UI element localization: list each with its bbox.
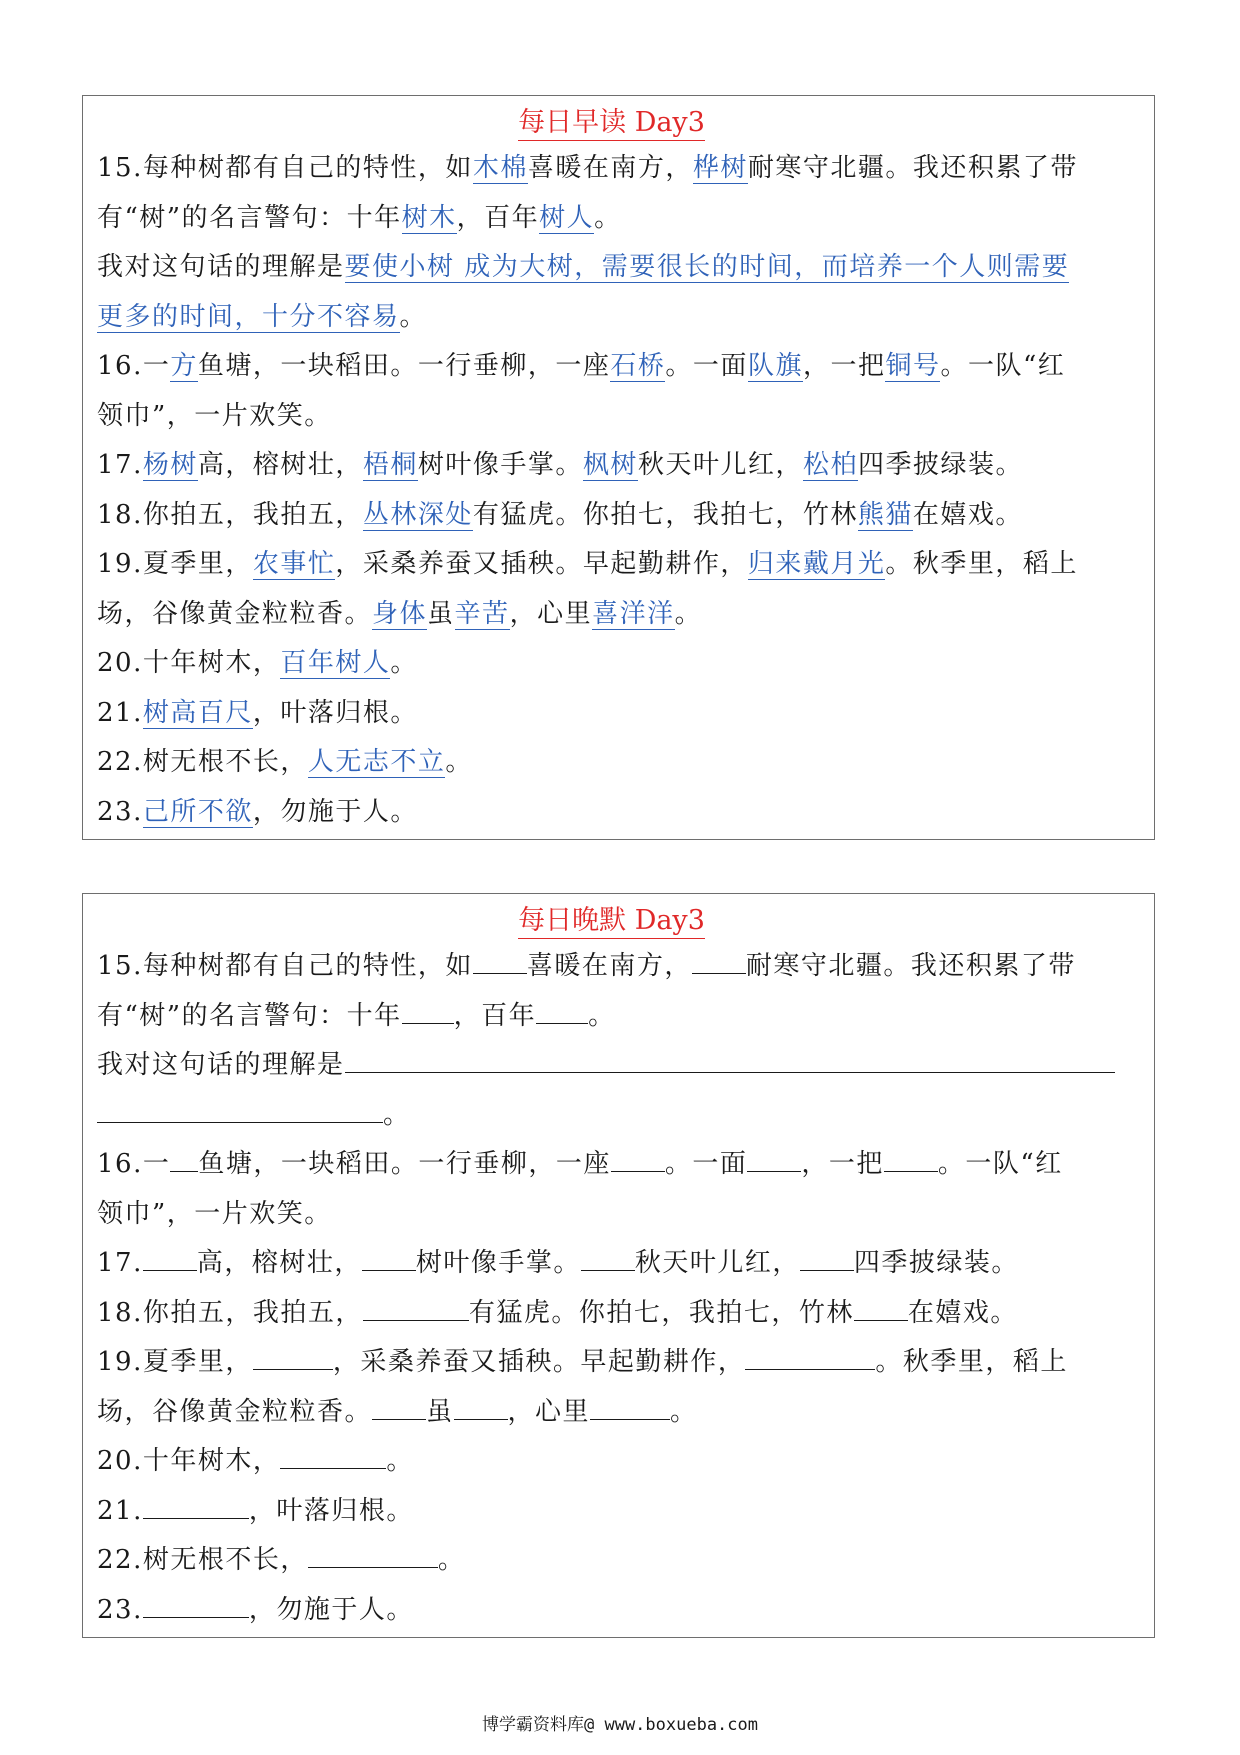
- blank: [97, 1100, 383, 1123]
- blank: [363, 1298, 469, 1321]
- text-segment: 喜暖在南方，: [526, 951, 692, 981]
- text-segment: ，采桑养蚕又插秧。早起勤耕作，: [335, 549, 748, 579]
- text-segment: 19.: [97, 1347, 143, 1377]
- blank: [581, 1248, 635, 1271]
- text-segment: 。一面: [664, 1149, 748, 1179]
- answer: 人无志不立: [307, 747, 446, 777]
- text-segment: 。: [383, 1099, 411, 1130]
- text-segment: 喜暖在南方，: [527, 153, 693, 183]
- answer: 更多的时间，十分不容易: [97, 301, 400, 332]
- text-segment: 耐寒守北疆。我还积累了带: [747, 153, 1078, 183]
- text-segment: ，百年: [456, 202, 540, 233]
- text-segment: 。一队“红: [937, 1149, 1063, 1179]
- answer: 方: [170, 351, 198, 381]
- text-segment: 夏季里，: [142, 1347, 253, 1377]
- text-segment: 秋天叶儿红，: [634, 1248, 800, 1278]
- question-19-line-1: [97, 1338, 1126, 1388]
- question-15-line-1: [97, 144, 1126, 194]
- answer: 石桥: [610, 351, 666, 381]
- text-segment: 21.: [97, 1495, 143, 1526]
- footer-watermark: 博学霸资料库@ www.boxueba.com: [482, 1715, 758, 1735]
- text-segment: 夏季里，: [142, 549, 253, 579]
- question-15-line-4: [97, 1091, 1126, 1141]
- text-segment: ，勿施于人。: [252, 796, 418, 827]
- blank: [747, 1149, 801, 1172]
- text-segment: 。: [390, 648, 418, 678]
- question-21: [97, 689, 1126, 739]
- question-22: [97, 1536, 1126, 1586]
- answer: 己所不欲: [142, 796, 253, 827]
- answer: 松柏: [802, 450, 858, 480]
- blank: [590, 1397, 670, 1420]
- text-segment: ，采桑养蚕又插秧。早起勤耕作，: [332, 1347, 746, 1377]
- answer: 队旗: [747, 351, 803, 381]
- text-segment: 四季披绿装。: [857, 450, 1023, 480]
- answer: 熊猫: [857, 499, 913, 530]
- question-19-line-1: [97, 540, 1126, 590]
- blank: [143, 1248, 197, 1271]
- text-segment: 17.: [97, 450, 143, 480]
- text-segment: ，叶落归根。: [248, 1495, 414, 1526]
- question-15-line-3: [97, 243, 1126, 293]
- blank: [402, 1001, 454, 1024]
- blank: [372, 1397, 426, 1420]
- question-22: [97, 738, 1126, 788]
- text-segment: 每日晚默 Day3: [518, 905, 705, 939]
- blank: [611, 1149, 665, 1172]
- answer: 铜号: [885, 351, 941, 381]
- question-15-line-2: [97, 992, 1126, 1042]
- text-segment: 18.: [97, 1297, 143, 1328]
- question-19-line-2: [97, 590, 1126, 640]
- question-23: [97, 1586, 1126, 1636]
- text-segment: 。一队“红: [940, 351, 1066, 381]
- question-15-line-1: [97, 942, 1126, 992]
- question-16-line-1: [97, 342, 1126, 392]
- answer: 丛林深处: [362, 499, 473, 530]
- text-segment: 高，榕树壮，: [197, 450, 363, 480]
- question-18: [97, 491, 1126, 541]
- text-segment: 22.: [97, 747, 143, 777]
- answer: 木棉: [472, 153, 528, 183]
- answer: 枫树: [582, 450, 638, 480]
- text-segment: 22.: [97, 1545, 143, 1575]
- text-segment: ，百年: [453, 1000, 537, 1031]
- text-segment: ，叶落归根。: [252, 697, 418, 728]
- text-segment: 场，谷像黄金粒粒香。: [97, 598, 373, 629]
- blank: [308, 1545, 438, 1568]
- answer: 桦树: [692, 153, 748, 183]
- text-segment: 。: [670, 1396, 698, 1427]
- blank: [745, 1347, 875, 1370]
- text-segment: 树无根不长，: [142, 1545, 308, 1575]
- blank: [280, 1446, 386, 1469]
- text-segment: 十年树木，: [142, 648, 281, 678]
- text-segment: 树无根不长，: [142, 747, 308, 777]
- text-segment: 高，榕树壮，: [196, 1248, 362, 1278]
- text-segment: 21.: [97, 697, 143, 728]
- question-20: [97, 1437, 1126, 1487]
- blank: [473, 951, 527, 974]
- section-title: [97, 98, 1126, 144]
- text-segment: 有猛虎。你拍七，我拍七，竹林: [472, 499, 858, 530]
- answer: 百年树人: [280, 648, 391, 678]
- text-segment: 。: [445, 747, 473, 777]
- answer: 辛苦: [454, 598, 510, 629]
- text-segment: 树叶像手掌。: [417, 450, 583, 480]
- blank: [345, 1050, 1115, 1073]
- text-segment: 有猛虎。你拍七，我拍七，竹林: [468, 1297, 854, 1328]
- question-15-line-4: [97, 293, 1126, 343]
- text-segment: 十年树木，: [142, 1446, 281, 1476]
- answer: 树高百尺: [142, 697, 253, 728]
- answer: 喜洋洋: [592, 598, 675, 629]
- morning-reading-section: [82, 95, 1155, 840]
- text-segment: ，一把: [802, 351, 886, 381]
- text-segment: 每日早读 Day3: [518, 107, 705, 141]
- text-segment: 虽: [426, 1396, 454, 1427]
- text-segment: 。: [594, 202, 622, 233]
- question-17: [97, 1239, 1126, 1289]
- answer: 树人: [539, 202, 595, 233]
- blank: [536, 1001, 588, 1024]
- text-segment: 。秋季里，稻上: [875, 1347, 1068, 1377]
- answer: 杨树: [142, 450, 198, 480]
- text-segment: 。: [437, 1545, 466, 1575]
- text-segment: 。秋季里，稻上: [885, 549, 1078, 579]
- text-segment: 16.: [97, 351, 143, 381]
- blank: [143, 1595, 249, 1618]
- text-segment: 20.: [97, 648, 143, 678]
- question-16-line-2: [97, 392, 1126, 442]
- answer: 归来戴月光: [747, 549, 886, 579]
- text-segment: 四季披绿装。: [853, 1248, 1019, 1278]
- text-segment: 你拍五，我拍五，: [142, 1297, 363, 1328]
- text-segment: 19.: [97, 549, 143, 579]
- text-segment: 场，谷像黄金粒粒香。: [97, 1396, 373, 1427]
- blank: [253, 1347, 333, 1370]
- blank: [854, 1298, 908, 1321]
- text-segment: 15.: [97, 951, 143, 981]
- text-segment: 树叶像手掌。: [415, 1248, 581, 1278]
- text-segment: 15.: [97, 153, 143, 183]
- text-segment: 每种树都有自己的特性，如: [142, 153, 473, 183]
- question-19-line-2: [97, 1388, 1126, 1438]
- text-segment: 18.: [97, 499, 143, 530]
- text-segment: 一: [142, 1149, 171, 1179]
- text-segment: 。: [674, 598, 703, 629]
- text-segment: 鱼塘，一块稻田。一行垂柳，一座: [197, 351, 611, 381]
- question-23: [97, 788, 1126, 838]
- section-title: [97, 896, 1126, 942]
- text-segment: 鱼塘，一块稻田。一行垂柳，一座: [198, 1149, 611, 1179]
- text-segment: 有“树”的名言警句：十年: [97, 202, 402, 233]
- text-segment: 在嬉戏。: [907, 1297, 1018, 1328]
- text-segment: ，一把: [801, 1149, 884, 1179]
- question-17: [97, 441, 1126, 491]
- text-segment: 虽: [427, 598, 455, 629]
- blank: [143, 1496, 249, 1519]
- text-segment: 。: [386, 1446, 414, 1476]
- blank: [692, 951, 746, 974]
- text-segment: 20.: [97, 1446, 143, 1476]
- text-segment: 领巾”，一片欢笑。: [97, 1198, 332, 1229]
- text-segment: 23.: [97, 1594, 143, 1625]
- question-16-line-1: [97, 1140, 1126, 1190]
- question-15-line-3: [97, 1041, 1126, 1091]
- text-segment: 领巾”，一片欢笑。: [97, 400, 332, 431]
- text-segment: ，心里: [507, 1396, 591, 1427]
- question-16-line-2: [97, 1190, 1126, 1240]
- answer: 要使小树 成为大树，需要很长的时间，而培养一个人则需要: [344, 252, 1070, 282]
- text-segment: 我对这句话的理解是: [97, 252, 345, 282]
- text-segment: 23.: [97, 796, 143, 827]
- text-segment: 一: [142, 351, 171, 381]
- answer: 梧桐: [362, 450, 418, 480]
- text-segment: 有“树”的名言警句：十年: [97, 1000, 402, 1031]
- text-segment: 。一面: [665, 351, 748, 381]
- question-15-line-2: [97, 194, 1126, 244]
- question-18: [97, 1289, 1126, 1339]
- text-segment: 。: [399, 301, 428, 332]
- answer: 树木: [401, 202, 457, 233]
- answer: 农事忙: [252, 549, 336, 579]
- blank: [884, 1149, 938, 1172]
- answer: 身体: [372, 598, 428, 629]
- text-segment: ，勿施于人。: [248, 1594, 414, 1625]
- text-segment: 17.: [97, 1248, 143, 1278]
- question-20: [97, 639, 1126, 689]
- text-segment: 16.: [97, 1149, 143, 1179]
- text-segment: 在嬉戏。: [912, 499, 1023, 530]
- blank: [800, 1248, 854, 1271]
- text-segment: 秋天叶儿红，: [637, 450, 803, 480]
- text-segment: 每种树都有自己的特性，如: [142, 951, 473, 981]
- text-segment: 你拍五，我拍五，: [142, 499, 363, 530]
- question-21: [97, 1487, 1126, 1537]
- blank: [454, 1397, 508, 1420]
- text-segment: 我对这句话的理解是: [97, 1050, 345, 1080]
- evening-dictation-section: [82, 893, 1155, 1638]
- text-segment: 耐寒守北疆。我还积累了带: [745, 951, 1076, 981]
- blank: [170, 1149, 198, 1172]
- text-segment: ，心里: [509, 598, 593, 629]
- text-segment: 。: [588, 1000, 616, 1031]
- blank: [362, 1248, 416, 1271]
